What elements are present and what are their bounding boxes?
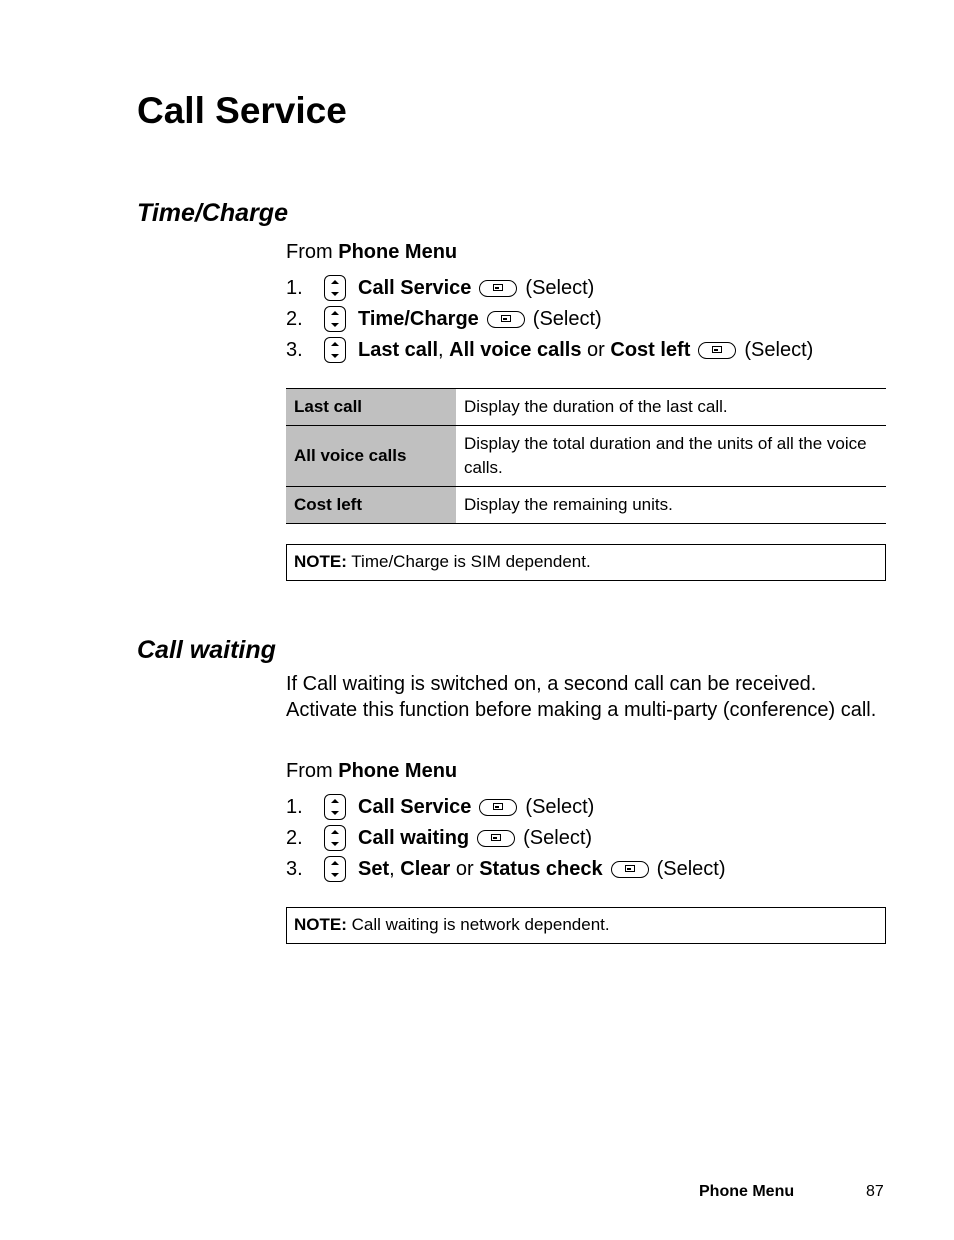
time-charge-table: [286, 388, 886, 524]
up-down-scroll-key-icon: [324, 825, 346, 851]
from-prefix: From: [286, 760, 333, 782]
step-item: [286, 824, 592, 852]
menu-option: Last call: [358, 338, 439, 361]
step-item: [286, 305, 602, 333]
select-softkey-icon: [479, 799, 517, 816]
select-label: (Select): [525, 276, 595, 299]
note-text: Call waiting is network dependent.: [346, 915, 610, 934]
note-box: [286, 907, 886, 944]
menu-option: Call waiting: [358, 826, 470, 849]
up-down-scroll-key-icon: [324, 337, 346, 363]
note-label: NOTE:: [294, 552, 347, 571]
menu-option: Call Service: [358, 795, 472, 818]
from-line: [286, 760, 457, 783]
menu-option: Call Service: [358, 276, 472, 299]
up-down-scroll-key-icon: [324, 306, 346, 332]
step-number: 1.: [286, 276, 303, 299]
up-down-scroll-key-icon: [324, 856, 346, 882]
section-title-time-charge: Time/Charge: [137, 199, 288, 227]
step-text: or: [581, 338, 611, 361]
step-number: 3.: [286, 338, 303, 361]
select-softkey-icon: [698, 342, 736, 359]
select-label: (Select): [532, 307, 602, 330]
section-title-call-waiting: Call waiting: [137, 636, 276, 664]
menu-option: Cost left: [610, 338, 691, 361]
menu-option: Time/Charge: [358, 307, 479, 330]
from-menu-name: Phone Menu: [338, 760, 458, 782]
table-row: [286, 487, 886, 524]
step-item: [286, 793, 594, 821]
note-text: Time/Charge is SIM dependent.: [346, 552, 591, 571]
table-row: [286, 389, 886, 426]
page-title: Call Service: [137, 90, 347, 131]
select-softkey-icon: [611, 861, 649, 878]
note-label: NOTE:: [294, 915, 347, 934]
menu-option: Clear: [400, 857, 451, 880]
from-menu-name: Phone Menu: [338, 241, 458, 263]
table-description: Display the duration of the last call.: [456, 389, 886, 426]
table-term: Last call: [286, 389, 456, 426]
up-down-scroll-key-icon: [324, 794, 346, 820]
from-line: [286, 241, 457, 264]
menu-option: All voice calls: [449, 338, 582, 361]
table-term: All voice calls: [286, 426, 456, 487]
select-label: (Select): [656, 857, 726, 880]
table-description: Display the remaining units.: [456, 487, 886, 524]
step-text: ,: [438, 338, 450, 361]
intro-paragraph: If Call waiting is switched on, a second call can be received. Activate this function before making a multi-party (conference) call.: [286, 673, 877, 721]
step-item: [286, 274, 594, 302]
step-text: ,: [389, 857, 401, 880]
step-item: [286, 855, 725, 883]
select-label: (Select): [744, 338, 814, 361]
menu-option: Set: [358, 857, 390, 880]
table-row: [286, 426, 886, 487]
footer-label: Phone Menu: [699, 1183, 795, 1200]
step-number: 2.: [286, 307, 303, 330]
page-number: 87: [866, 1183, 884, 1200]
step-number: 1.: [286, 795, 303, 818]
note-box: [286, 544, 886, 581]
step-item: [286, 336, 813, 364]
from-prefix: From: [286, 241, 333, 263]
step-text: or: [450, 857, 480, 880]
select-softkey-icon: [479, 280, 517, 297]
step-number: 3.: [286, 857, 303, 880]
menu-option: Status check: [479, 857, 603, 880]
select-softkey-icon: [487, 311, 525, 328]
step-number: 2.: [286, 826, 303, 849]
select-label: (Select): [523, 826, 593, 849]
up-down-scroll-key-icon: [324, 275, 346, 301]
table-description: Display the total duration and the units of all the voice calls.: [456, 426, 886, 487]
table-term: Cost left: [286, 487, 456, 524]
select-softkey-icon: [477, 830, 515, 847]
select-label: (Select): [525, 795, 595, 818]
